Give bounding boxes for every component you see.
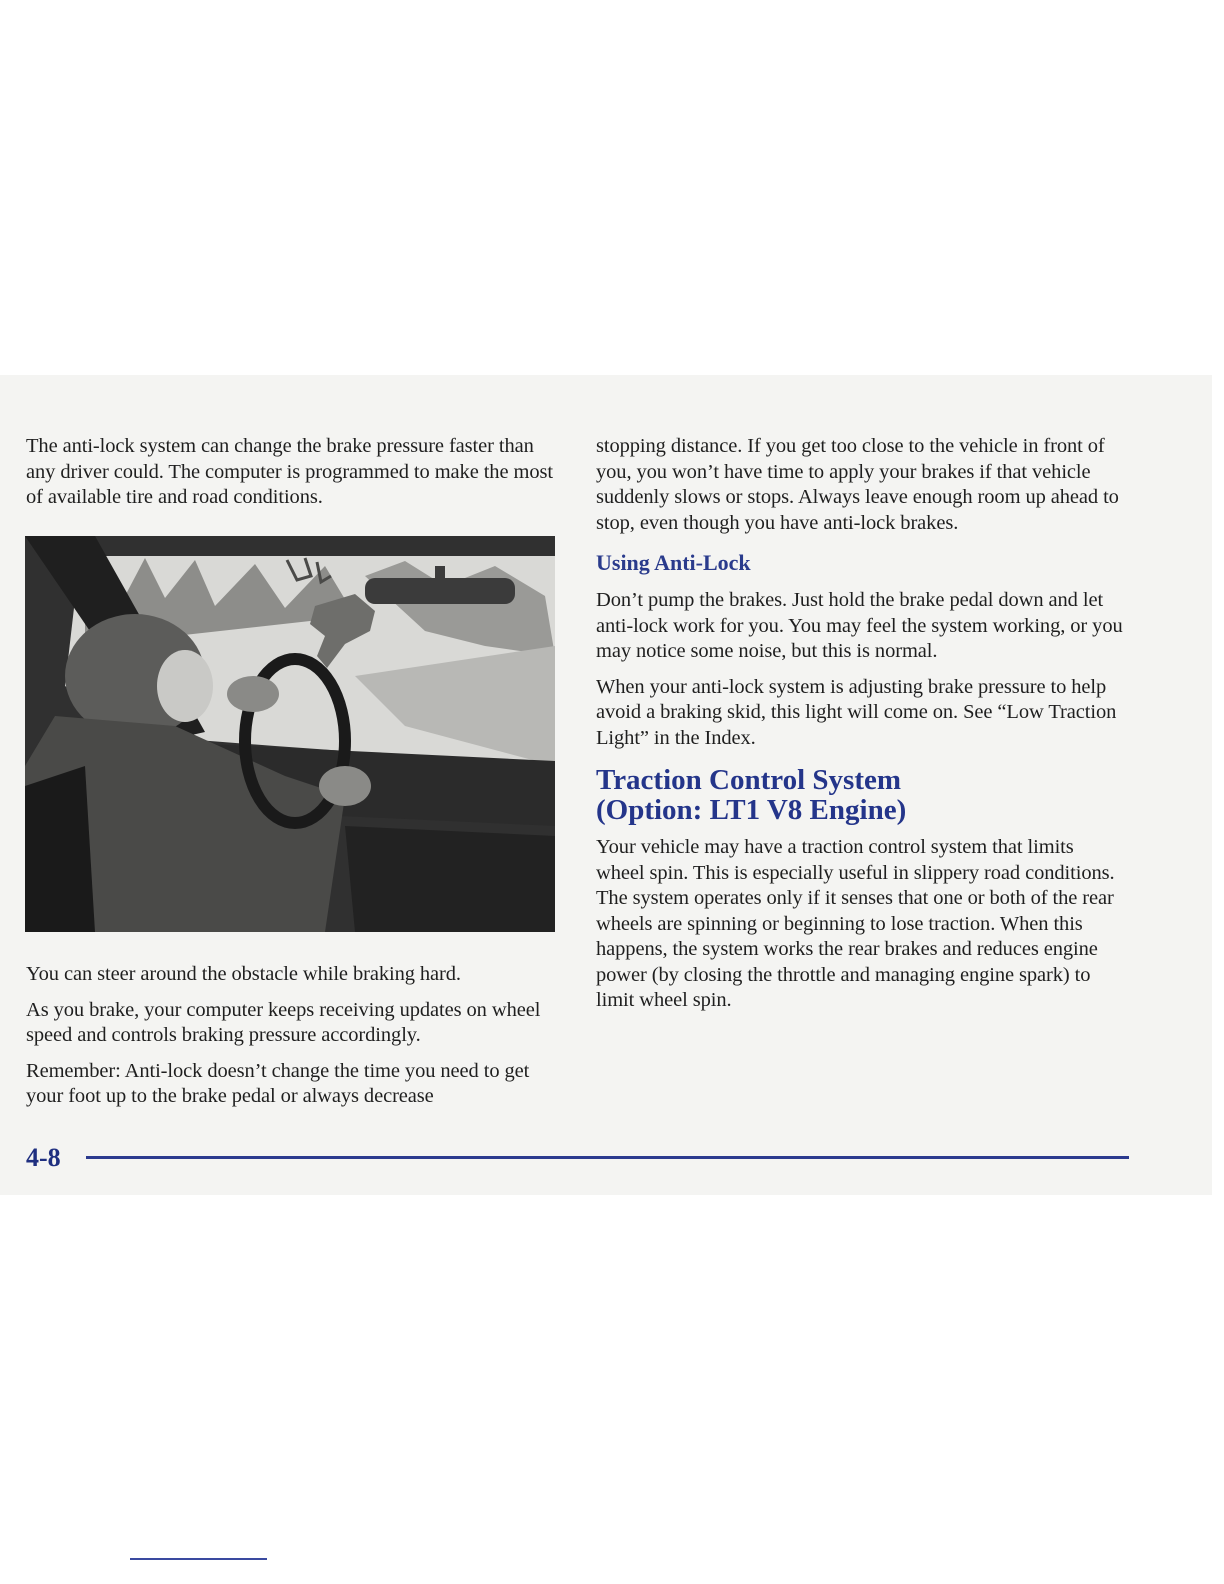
section-title-line2: (Option: LT1 V8 Engine) (596, 794, 907, 826)
updates-paragraph: As you brake, your computer keeps receiving updates on wheel speed and controls braking pressure accordingly. (26, 998, 541, 1046)
illustration-caption: You can steer around the obstacle while braking hard. (26, 963, 461, 985)
using-anti-lock-heading: Using Anti-Lock (596, 550, 751, 575)
continuation-paragraph: stopping distance. If you get too close to the vehicle in front of you, you won’t have time to apply your brakes if that vehicle suddenly slows or stops. Always leave enough room up ahead to stop, even though you have anti-lock brakes. (596, 435, 1119, 534)
traction-paragraph: Your vehicle may have a traction control system that limits wheel spin. This is especially useful in slippery road conditions. The system operates only if it senses that one or both of the rear wheels are spinning or beginning to lose traction. When this happens, the system works the rear brakes and reduces engine power (by closing the throttle and managing engine spark) to limit wheel spin. (596, 836, 1115, 1011)
illustration-drawing (25, 536, 555, 932)
footnote-rule (130, 1558, 267, 1560)
remember-paragraph: Remember: Anti-lock doesn’t change the time you need to get your foot up to the brake pedal or always decrease (26, 1059, 530, 1107)
page-number: 4-8 (26, 1143, 61, 1172)
traction-control-heading (596, 765, 1126, 825)
left-column (26, 434, 561, 511)
right-column (596, 434, 1126, 1014)
section-title-line1: Traction Control System (596, 764, 902, 796)
footer-rule (86, 1156, 1129, 1159)
pump-paragraph: Don’t pump the brakes. Just hold the brake pedal down and let anti-lock work for you. You may feel the system working, or you may notice some noise, but this is normal. (596, 589, 1123, 662)
left-column-lower (26, 962, 561, 1110)
intro-paragraph: The anti-lock system can change the brake pressure faster than any driver could. The computer is programmed to make the most of available tire and road conditions. (26, 435, 553, 508)
driver-deer-illustration (25, 536, 555, 932)
light-paragraph: When your anti-lock system is adjusting brake pressure to help avoid a braking skid, this light will come on. See “Low Traction Light” in the Index. (596, 675, 1117, 749)
